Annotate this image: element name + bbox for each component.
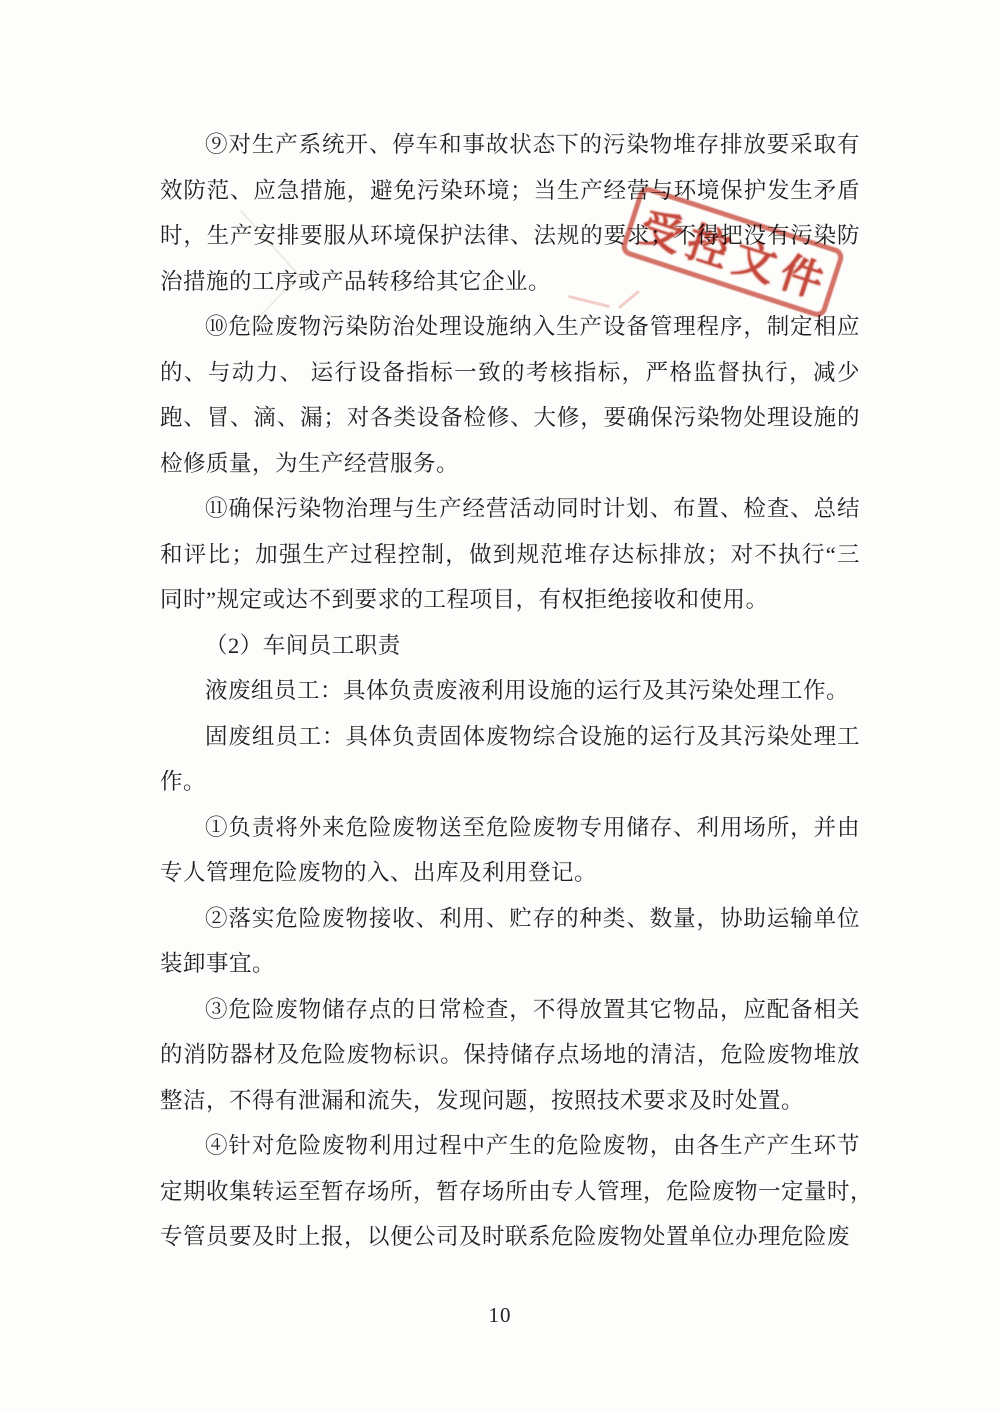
text-line: 装卸事宜。 bbox=[160, 951, 276, 976]
text-line: 检修质量，为生产经营服务。 bbox=[160, 450, 460, 476]
text-line: 液废组员工：具体负责废液利用设施的运行及其污染处理工作。 bbox=[205, 678, 850, 703]
text-line: 和评比；加强生产过程控制，做到规范堆存达标排放；对不执行“三 bbox=[160, 541, 860, 567]
text-line: ⑪确保污染物治理与生产经营活动同时计划、布置、检查、总结 bbox=[205, 496, 860, 521]
text-line: 固废组员工：具体负责固体废物综合设施的运行及其污染处理工 bbox=[205, 723, 860, 749]
text-line: 的、与动力、 运行设备指标一致的考核指标，严格监督执行，减少 bbox=[160, 359, 860, 385]
text-line: ⑨对生产系统开、停车和事故状态下的污染物堆存排放要采取有 bbox=[205, 132, 860, 157]
text-line: 效防范、应急措施，避免污染环境；当生产经营与环境保护发生矛盾 bbox=[160, 177, 860, 203]
text-line: 跑、冒、滴、漏；对各类设备检修、大修，要确保污染物处理设施的 bbox=[160, 405, 860, 430]
text-line: 治措施的工序或产品转移给其它企业。 bbox=[160, 268, 552, 294]
text-line: 定期收集转运至暂存场所，暂存场所由专人管理，危险废物一定量时， bbox=[160, 1178, 874, 1204]
text-line: 时，生产安排要服从环境保护法律、法规的要求；不得把没有污染防 bbox=[160, 223, 860, 248]
text-line: ②落实危险废物接收、利用、贮存的种类、数量，协助运输单位 bbox=[205, 905, 860, 931]
text-line: 专人管理危险废物的入、出库及利用登记。 bbox=[160, 860, 598, 885]
text-line: 的消防器材及危险废物标识。保持储存点场地的清洁，危险废物堆放 bbox=[160, 1042, 860, 1067]
text-line: ⑩危险废物污染防治处理设施纳入生产设备管理程序，制定相应 bbox=[205, 314, 860, 339]
text-line: 作。 bbox=[160, 769, 207, 794]
text-line: 同时”规定或达不到要求的工程项目，有权拒绝接收和使用。 bbox=[160, 587, 769, 612]
page-number: 10 bbox=[488, 1303, 512, 1327]
document-body bbox=[160, 122, 874, 1260]
text-line: （2）车间员工职责 bbox=[205, 632, 401, 658]
text-line: ③危险废物储存点的日常检查，不得放置其它物品，应配备相关 bbox=[205, 996, 860, 1022]
text-line: 整洁，不得有泄漏和流失，发现问题，按照技术要求及时处置。 bbox=[160, 1087, 805, 1113]
stamp-text: 受控文件 bbox=[634, 204, 835, 310]
text-line: 专管员要及时上报，以便公司及时联系危险废物处置单位办理危险废 bbox=[160, 1224, 851, 1249]
text-line: ①负责将外来危险废物送至危险废物专用储存、利用场所，并由 bbox=[205, 814, 860, 840]
text-line: ④针对危险废物利用过程中产生的危险废物，由各生产产生环节 bbox=[205, 1133, 860, 1158]
